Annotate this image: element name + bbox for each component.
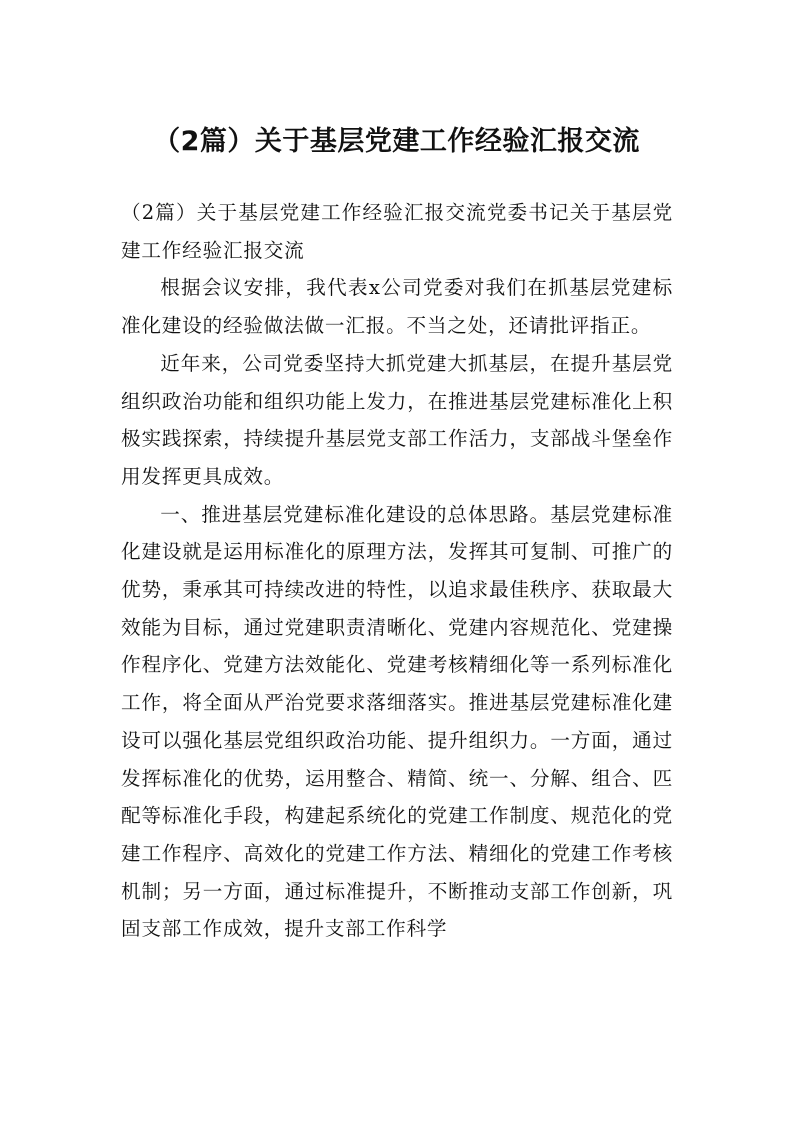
body-paragraph: 一、推进基层党建标准化建设的总体思路。基层党建标准化建设就是运用标准化的原理方法，发挥其可复制、可推广的优势，秉承其可持续改进的特性，以追求最佳秩序、获取最大效能为目标，通过党建职责清晰化、党建内容规范化、党建操作程序化、党建方法效能化、党建考核精细化等一系列标准化工作，将全面从严治党要求落细落实。推进基层党建标准化建设可以强化基层党组织政治功能、提升组织力。一方面，通过发挥标准化的优势，运用整合、精简、统一、分解、组合、匹配等标准化手段，构建起系统化的党建工作制度、规范化的党建工作程序、高效化的党建工作方法、精细化的党建工作考核机制；另一方面，通过标准提升，不断推动支部工作创新，巩固支部工作成效，提升支部工作科学: [121, 502, 673, 941]
document-title: （2篇）关于基层党建工作经验汇报交流: [153, 126, 640, 157]
subtitle-paragraph: （2篇）关于基层党建工作经验汇报交流党委书记关于基层党建工作经验汇报交流: [121, 201, 673, 262]
body-paragraph: 根据会议安排，我代表x公司党委对我们在抓基层党建标准化建设的经验做法做一汇报。不当之处，还请批评指正。: [121, 276, 673, 338]
body-paragraph: 近年来，公司党委坚持大抓党建大抓基层，在提升基层党组织政治功能和组织功能上发力，在推进基层党建标准化上积极实践探索，持续提升基层党支部工作活力，支部战斗堡垒作用发挥更具成效。: [121, 351, 673, 488]
document-body: [121, 194, 673, 948]
